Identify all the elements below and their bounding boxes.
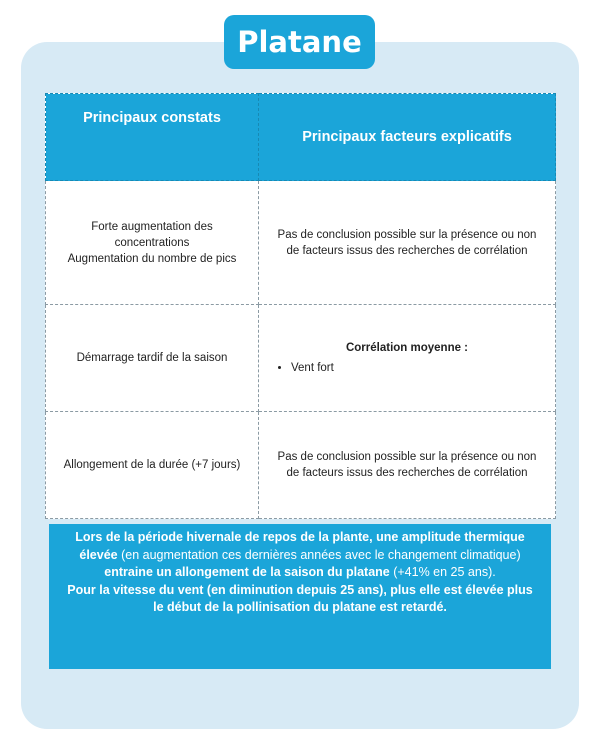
table-row — [46, 305, 556, 412]
constat-cell: Démarrage tardif de la saison — [46, 305, 259, 412]
note-bold: Lors de la période hivernale de repos de la plante, une amplitude thermique élevée — [75, 530, 525, 562]
note-paragraph-1 — [61, 529, 539, 582]
note-paragraph-2 — [61, 582, 539, 617]
constat-line: Forte augmentation des concentrations — [91, 220, 213, 249]
facteur-cell: Pas de conclusion possible sur la présence ou non de facteurs issus des recherches de corrélation — [259, 181, 556, 305]
column-header-facteurs: Principaux facteurs explicatifs — [259, 94, 556, 181]
note-bold: entraine un allongement de la saison du platane — [104, 565, 390, 579]
facteur-cell: Pas de conclusion possible sur la présence ou non de facteurs issus des recherches de corrélation — [259, 412, 556, 519]
factor-list — [273, 360, 541, 376]
note-bold: Pour la vitesse du vent (en diminution depuis 25 ans), plus elle est élevée plus le début de la pollinisation du platane est retardé. — [67, 582, 533, 614]
table-row — [46, 412, 556, 519]
note-text: (+41% en 25 ans). — [389, 565, 496, 579]
constat-line: Augmentation du nombre de pics — [67, 252, 237, 265]
findings-table — [45, 93, 556, 519]
constat-cell: Allongement de la durée (+7 jours) — [46, 412, 259, 519]
note-text: (en augmentation ces dernières années avec le changement climatique) — [117, 547, 521, 562]
facteur-cell — [259, 305, 556, 412]
column-header-constats: Principaux constats — [46, 94, 259, 181]
table-header-row — [46, 94, 556, 181]
page-title: Platane — [224, 15, 375, 69]
summary-note — [49, 524, 551, 669]
correlation-title: Corrélation moyenne : — [345, 342, 469, 354]
factor-item: • Vent fort — [291, 360, 541, 376]
constat-cell — [46, 181, 259, 305]
table-row — [46, 181, 556, 305]
